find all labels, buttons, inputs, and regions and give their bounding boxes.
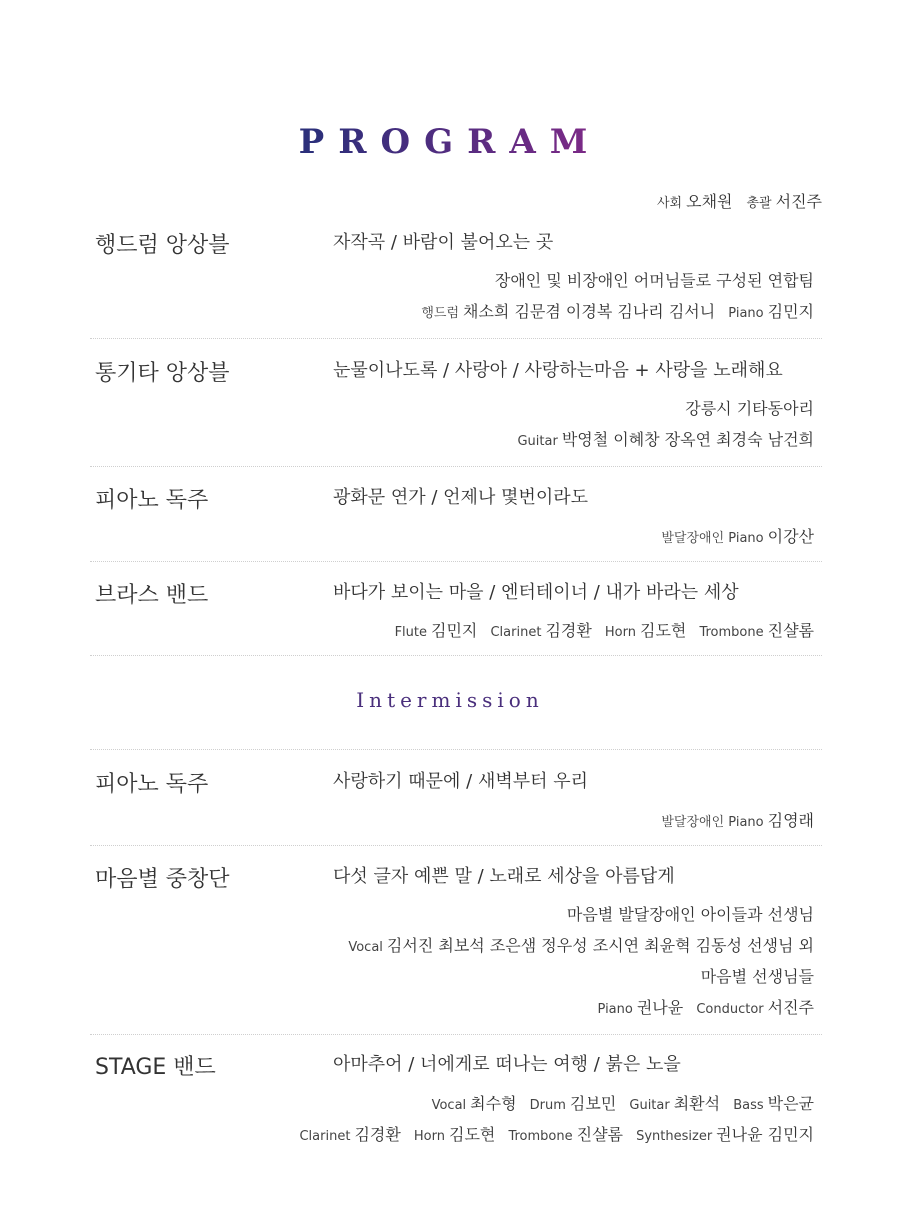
section-pieces: 눈물이나도록 / 사랑아 / 사랑하는마음 + 사랑을 노래해요 (333, 360, 783, 381)
credit-line: 마음별 발달장애인 아이들과 선생님 (566, 905, 814, 924)
section-pieces: 아마추어 / 너에게로 떠나는 여행 / 붉은 노을 (333, 1054, 681, 1075)
role-label: Clarinet (490, 625, 542, 640)
performer-names: 채소희 김문겸 이경복 김나리 김서니 (463, 302, 716, 321)
director-name: 서진주 (775, 192, 822, 211)
role-label: Trombone (699, 625, 764, 640)
section-name: 행드럼 앙상블 (95, 233, 230, 258)
role-label: 행드럼 (421, 306, 460, 321)
mc-label: 사회 (657, 196, 683, 211)
director-label: 총괄 (746, 196, 772, 211)
section-pieces: 자작곡 / 바람이 불어오는 곳 (333, 232, 554, 253)
role-label: 발달장애인 Piano (661, 531, 764, 546)
section-name: 피아노 독주 (95, 488, 209, 513)
role-label: Horn (604, 625, 636, 640)
program-section (90, 356, 822, 467)
role-label: Vocal (431, 1098, 467, 1113)
section-name: STAGE 밴드 (95, 1055, 216, 1080)
role-label: Flute (394, 625, 428, 640)
performer-names: 진샬롬 (767, 621, 814, 640)
credit-line (517, 427, 814, 450)
intermission-heading: Intermission (356, 688, 544, 712)
role-label: Trombone (508, 1129, 573, 1144)
section-pieces: 광화문 연가 / 언제나 몇번이라도 (333, 487, 588, 508)
performer-names: 김경환 (545, 621, 592, 640)
program-section (90, 1050, 822, 1150)
performer-names: 최수형 (470, 1094, 517, 1113)
role-label: Drum (529, 1098, 566, 1113)
role-label: Bass (733, 1098, 764, 1113)
role-label: Synthesizer (636, 1129, 713, 1144)
section-name: 통기타 앙상블 (95, 361, 230, 386)
section-name: 피아노 독주 (95, 772, 209, 797)
mc-name: 오채원 (686, 192, 733, 211)
performer-names: 김영래 (767, 811, 814, 830)
program-section (90, 578, 822, 656)
performer-names: 박영철 이혜창 장옥연 최경숙 남건희 (561, 430, 814, 449)
role-label: Vocal (348, 940, 383, 955)
hosts-credit (657, 189, 822, 212)
program-title: PROGRAM (0, 122, 900, 162)
credit-line (421, 299, 814, 322)
credit-line (348, 933, 814, 956)
section-pieces: 사랑하기 때문에 / 새벽부터 우리 (333, 771, 588, 792)
role-label: Piano (597, 1002, 633, 1017)
role-label: Piano (728, 306, 764, 321)
program-section (90, 862, 822, 1035)
performer-names: 김보민 (569, 1094, 617, 1113)
performer-names: 김민지 (767, 302, 814, 321)
role-label: Clarinet (299, 1129, 351, 1144)
role-label: Guitar (629, 1098, 670, 1113)
performer-names: 이강산 (767, 527, 814, 546)
credit-line: 마음별 선생님들 (700, 967, 814, 986)
performer-names: 김도현 (640, 621, 687, 640)
program-section (90, 228, 822, 339)
credit-line (432, 1091, 814, 1114)
performer-names: 김서진 최보석 조은샘 정우성 조시연 최윤혁 김동성 선생님 외 (386, 936, 814, 955)
role-label: Conductor (696, 1002, 764, 1017)
performer-names: 박은균 (767, 1094, 814, 1113)
performer-names: 서진주 (767, 998, 814, 1017)
credit-line: 장애인 및 비장애인 어머님들로 구성된 연합팀 (494, 271, 814, 290)
credit-line (299, 1122, 814, 1145)
role-label: 발달장애인 Piano (661, 815, 764, 830)
role-label: Guitar (517, 434, 558, 449)
program-section (90, 483, 822, 562)
performer-names: 최환석 (673, 1094, 721, 1113)
program-section (90, 749, 822, 846)
section-pieces: 다섯 글자 예쁜 말 / 노래로 세상을 아름답게 (333, 866, 675, 887)
performer-names: 김경환 (354, 1125, 401, 1144)
section-pieces: 바다가 보이는 마을 / 엔터테이너 / 내가 바라는 세상 (333, 582, 739, 603)
performer-names: 김도현 (449, 1125, 496, 1144)
section-name: 브라스 밴드 (95, 583, 209, 608)
performer-names: 권나윤 김민지 (716, 1125, 814, 1144)
credit-line (661, 524, 814, 547)
credit-line: 강릉시 기타동아리 (685, 399, 814, 418)
role-label: Horn (413, 1129, 445, 1144)
section-name: 마음별 중창단 (95, 867, 230, 892)
credit-line (395, 618, 814, 641)
performer-names: 권나윤 (636, 998, 684, 1017)
performer-names: 진샬롬 (576, 1125, 623, 1144)
credit-line (661, 808, 814, 831)
credit-line (598, 995, 814, 1018)
performer-names: 김민지 (431, 621, 478, 640)
